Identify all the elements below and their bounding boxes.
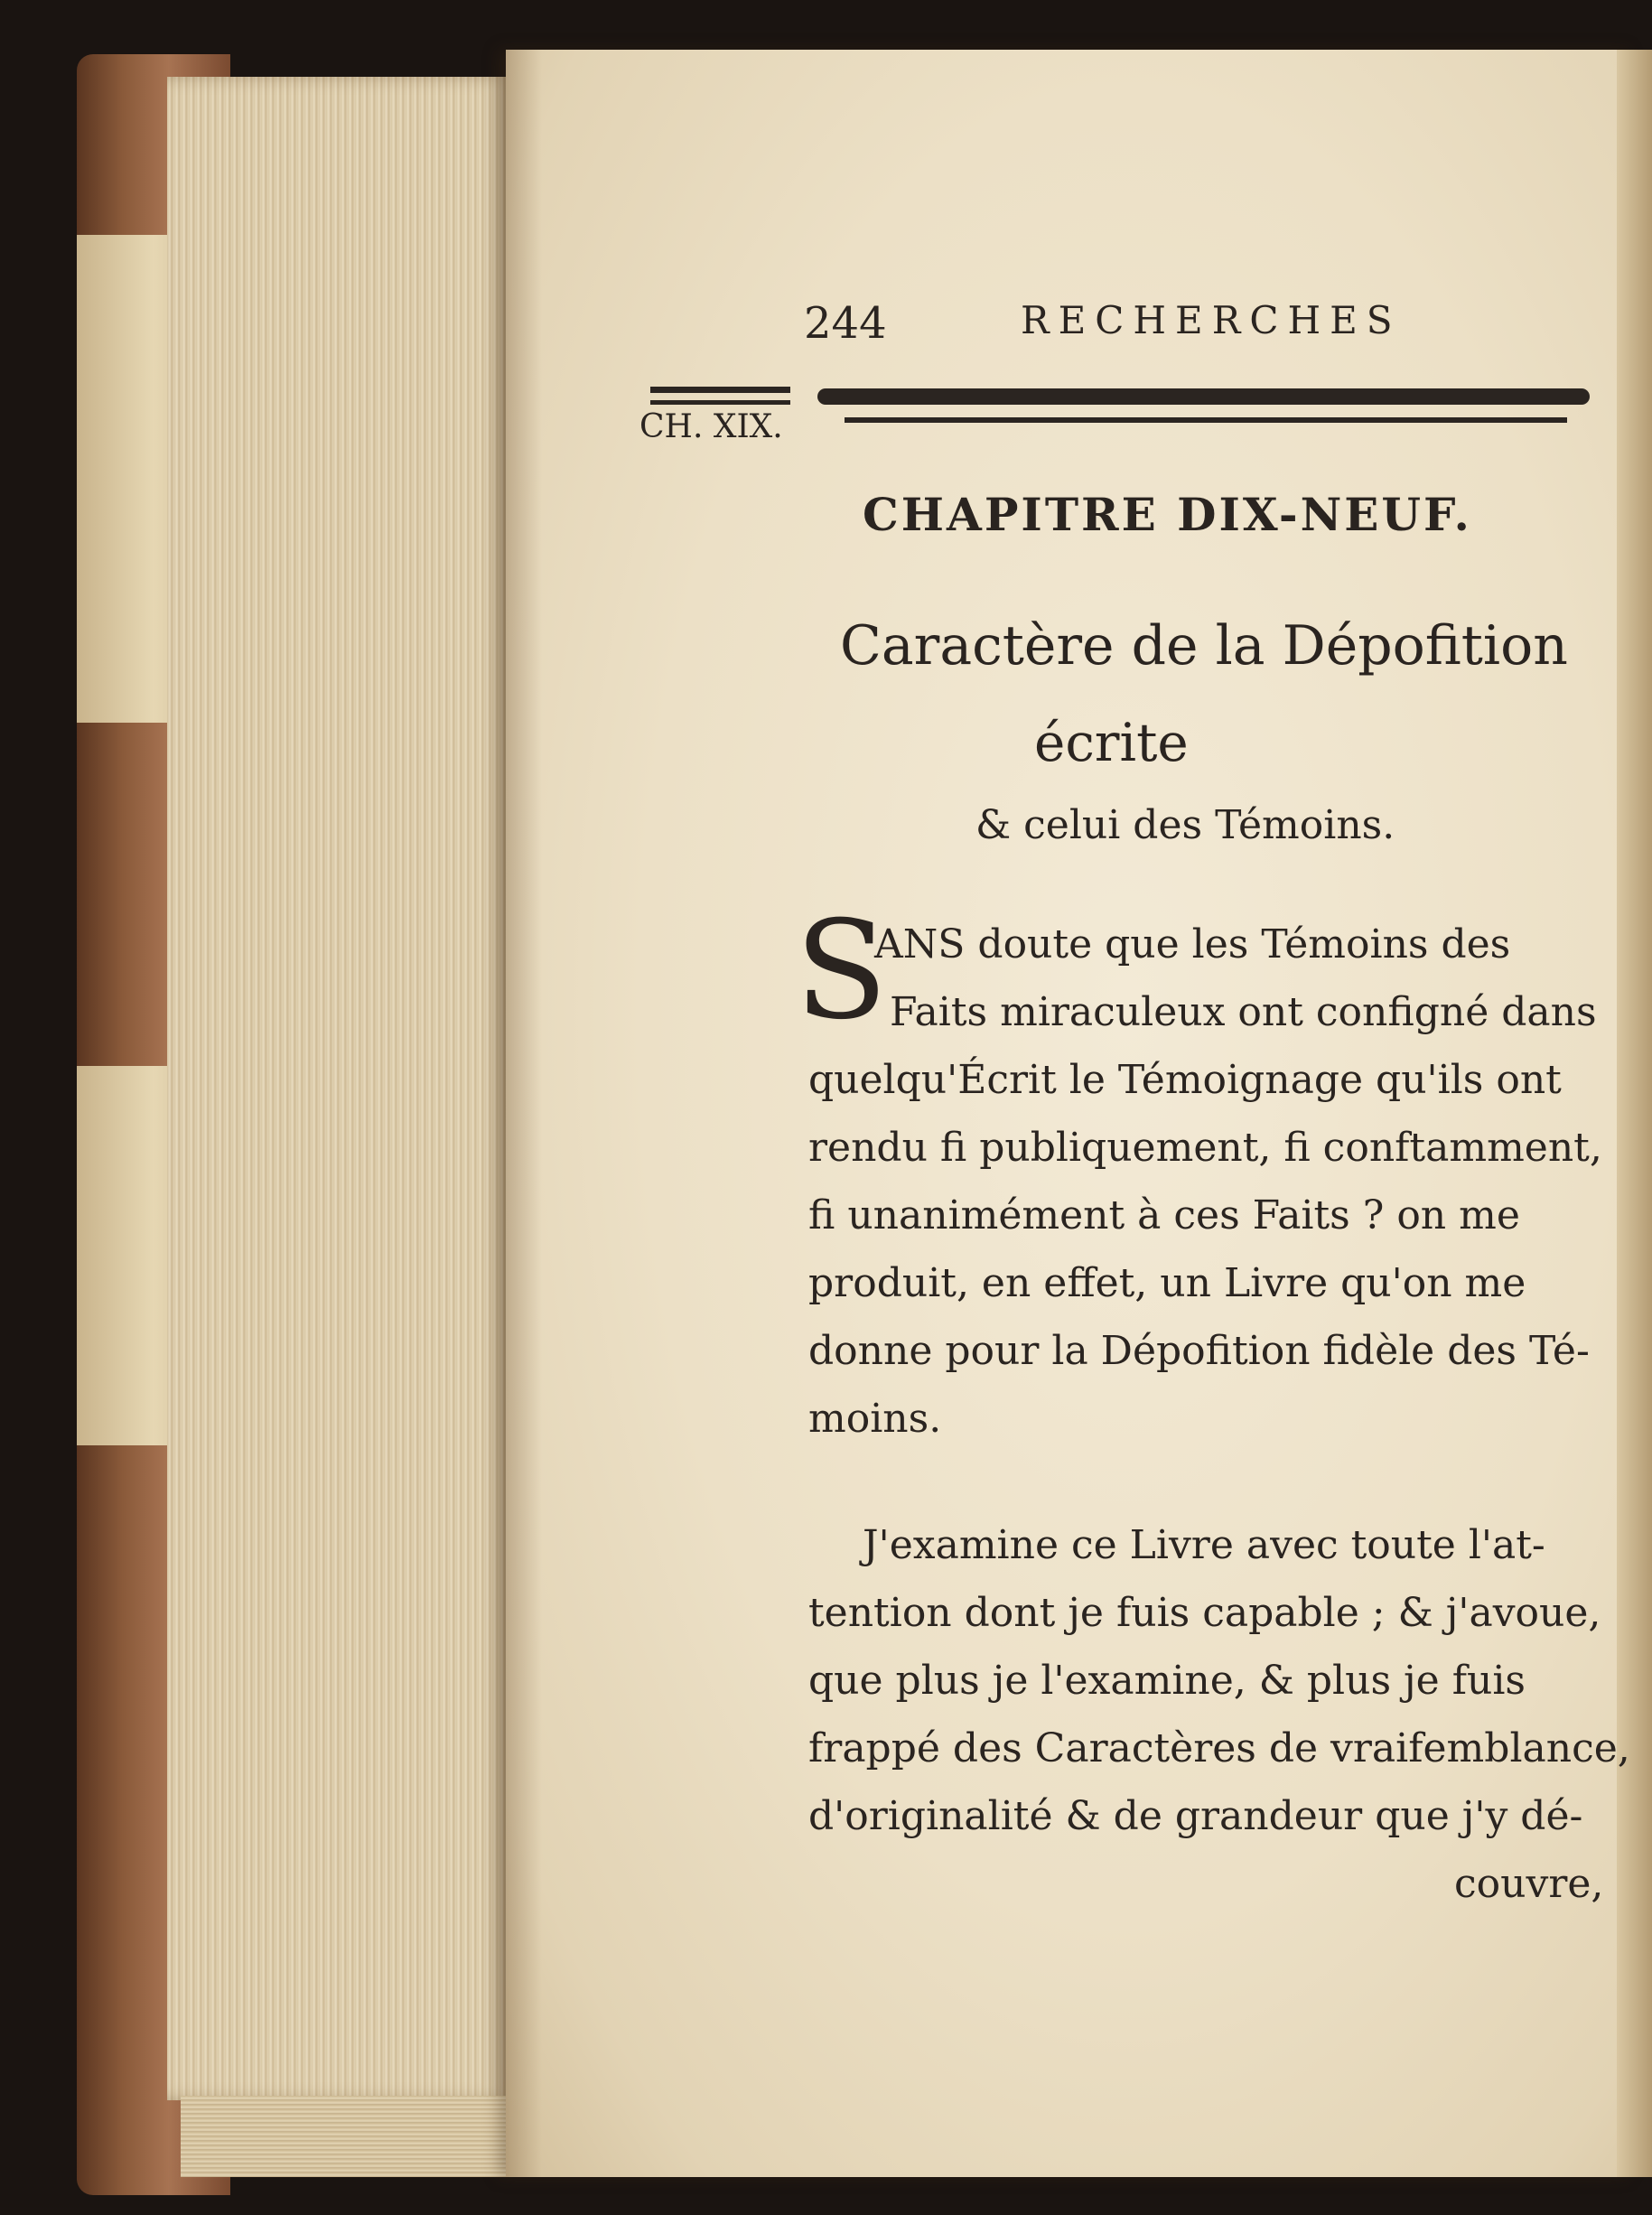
page-edges-bottom (181, 2096, 515, 2177)
running-title: RECHERCHES (1021, 298, 1402, 342)
text-line: quelqu'Écrit le Témoignage qu'ils ont (808, 1057, 1562, 1103)
margin-rule (650, 400, 790, 405)
chapter-subtitle: & celui des Témoins. (975, 802, 1395, 848)
text-line: que plus je l'examine, & plus je fuis (808, 1658, 1526, 1704)
facing-page-edge (1617, 50, 1652, 2177)
printed-page (506, 50, 1635, 2177)
chapter-subtitle: écrite (1034, 712, 1189, 773)
text-line: d'originalité & de grandeur que j'y dé- (808, 1793, 1583, 1839)
text-line: rendu fi publiquement, fi conftamment, (808, 1125, 1602, 1171)
text-line: Faits miraculeux ont configné dans (890, 989, 1597, 1035)
header-rule-thin (845, 417, 1567, 423)
catchword: couvre, (1454, 1861, 1604, 1907)
chapter-reference: CH. XIX. (639, 408, 783, 445)
text-line: moins. (808, 1396, 942, 1442)
text-line: tention dont je fuis capable ; & j'avoue, (808, 1590, 1601, 1636)
text-line: fi unanimément à ces Faits ? on me (808, 1192, 1520, 1238)
chapter-title: CHAPITRE DIX-NEUF. (863, 488, 1472, 541)
text-line: ANS doute que les Témoins des (874, 921, 1511, 967)
text-line: frappé des Caractères de vraifemblance, (808, 1725, 1630, 1771)
text-line: produit, en effet, un Livre qu'on me (808, 1260, 1526, 1306)
text-line: donne pour la Dépofition fidèle des Té- (808, 1328, 1590, 1374)
page-number: 244 (804, 298, 887, 349)
margin-rule (650, 387, 790, 393)
running-head (804, 298, 1400, 352)
header-rule-thick (817, 388, 1590, 405)
drop-cap: S (795, 893, 888, 1050)
chapter-subtitle: Caractère de la Dépofition (840, 614, 1568, 678)
page-gutter-shadow (506, 50, 542, 2177)
text-line: J'examine ce Livre avec toute l'at- (863, 1522, 1545, 1568)
page-edges (167, 77, 510, 2100)
